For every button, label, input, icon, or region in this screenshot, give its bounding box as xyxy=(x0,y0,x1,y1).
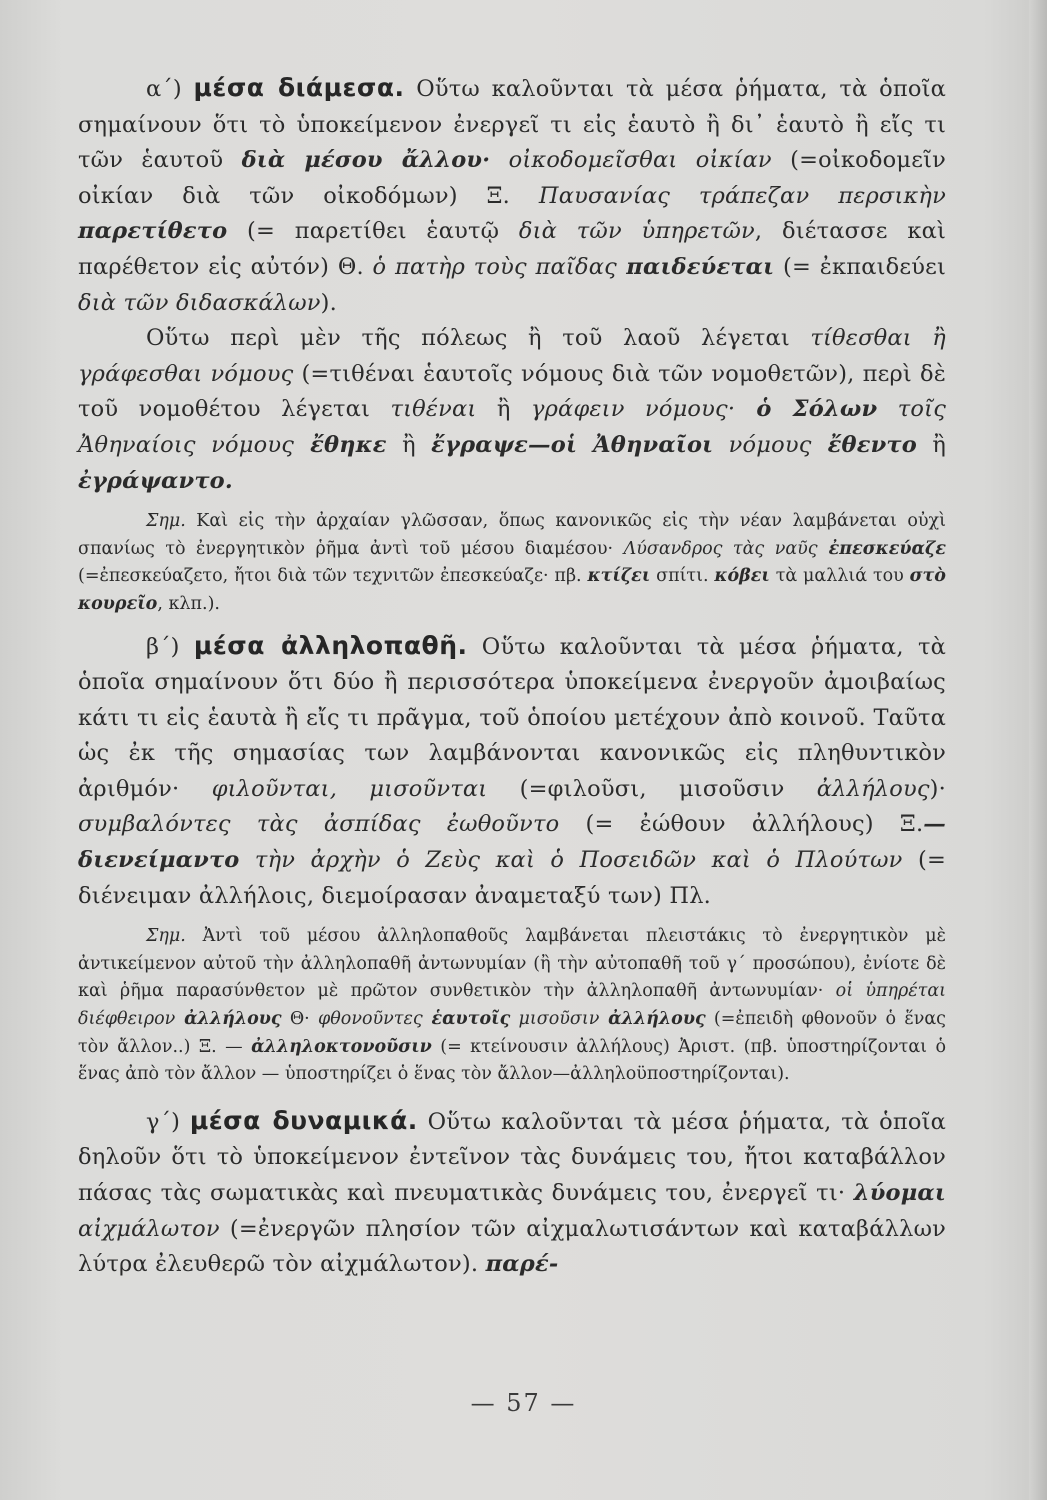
bold-italic-run: —διενείμαντο xyxy=(78,811,946,874)
italic-run: τιθέναι xyxy=(390,396,477,423)
text-run: σπίτι. xyxy=(650,566,715,587)
text-run: Ἀντὶ τοῦ μέσου ἀλληλοπαθοῦς λαμβάνεται πλειστάκις τὸ ἐνεργητικὸν μὲ ἀντικείμενον αὐτοῦ τὴν ἀλληλοπαθῆ ἀντωνυμίαν (ἢ τὴν αὐτοπαθῆ τοῦ γ΄ προσώπου), ἐνίοτε δὲ καὶ ῥῆμα παρασύνθετον μὲ πρῶτον συνθετικὸν τὴν ἀλληλοπαθῆ ἀντωνυμίαν· xyxy=(78,926,946,1002)
bold-italic-run: ἔθεντο xyxy=(811,431,917,458)
bold-italic-run: ἑαυτοῖς xyxy=(422,1009,511,1030)
text-run: (= κτείνουσιν ἀλλήλους) Ἀριστ. (πβ. ὑποστηρίζονται ὁ ἕνας ἀπὸ τὸν ἄλλον — ὑποστηρίζει ὁ ἕνας τὸν ἄλλον—ἀλληλοϋποστηρίζονται). xyxy=(78,1036,946,1085)
text-run: Καὶ εἰς τὴν ἀρχαίαν γλῶσσαν, ὅπως κανονικῶς εἰς τὴν νέαν λαμβάνεται οὐχὶ σπανίως τὸ ἐνεργητικὸν ῥῆμα ἀντὶ τοῦ μέσου διαμέσου· xyxy=(78,511,946,559)
bold-italic-run: κτίζει xyxy=(587,566,651,587)
text-run: Οὕτω καλοῦνται τὰ μέσα ῥήματα, τὰ ὁποῖα σημαίνουν ὅτι τὸ ὑποκείμενον ἐνεργεῖ τι εἰς ἑαυτὸ ἢ δι᾿ ἑαυτὸ ἢ εἴς τι τῶν ἑαυτοῦ xyxy=(78,76,946,174)
text-run: (=ἐπειδὴ φθονοῦν ὁ ἕνας τὸν ἄλλον..) Ξ. — xyxy=(78,1009,946,1057)
italic-run: νόμους xyxy=(713,431,812,458)
bold-italic-run: ἔγραψε—οἱ Ἀθηναῖοι xyxy=(431,431,714,458)
bold-italic-run: ἀλληλοκτονοῦσιν xyxy=(251,1036,432,1057)
bold-italic-run: παιδεύεται xyxy=(616,253,775,280)
italic-run: οἱ ὑπηρέται διέφθειρον xyxy=(78,981,947,1030)
section-b-label: β΄) xyxy=(146,633,180,660)
bold-italic-run: κόβει xyxy=(714,566,770,587)
bold-italic-run: ἀλλήλους xyxy=(599,1009,706,1030)
italic-run: ἀλλήλους xyxy=(816,775,930,802)
italic-run: διὰ τῶν ὑπηρετῶν xyxy=(518,218,755,245)
text-run: (=ἐπεσκεύαζετο, ἤτοι διὰ τῶν τεχνιτῶν ἐπεσκεύαζε· πβ. xyxy=(78,566,588,587)
bold-italic-run: παρέ- xyxy=(485,1251,559,1278)
text-run: (= ἐώθουν ἀλλήλους) Ξ. xyxy=(559,811,924,838)
note-1-label: Σημ. xyxy=(146,511,186,532)
text-run: (=φιλοῦσι, μισοῦσιν xyxy=(487,775,817,802)
text-run: (=τιθέναι ἑαυτοῖς νόμους διὰ τῶν νομοθετῶν), περὶ δὲ τοῦ νομοθέτου λέγεται xyxy=(78,360,946,423)
text-run: Οὕτω καλοῦνται τὰ μέσα ῥήματα, τὰ ὁποῖα δηλοῦν ὅτι τὸ ὑποκείμενον ἐντεῖνον τὰς δυνάμεις του, ἤτοι καταβάλλον πάσας τὰς σωματικὰς καὶ πνευματικὰς δυνάμεις του, ἐνεργεῖ τι· xyxy=(78,1108,946,1206)
italic-run: μισοῦσιν xyxy=(510,1009,600,1030)
italic-run: φιλοῦνται, μισοῦνται xyxy=(211,775,488,802)
text-run: , διέτασσε καὶ παρέθετον εἰς αὐτόν) Θ. xyxy=(78,218,946,280)
section-a-paragraph xyxy=(78,70,946,321)
italic-run: Παυσανίας τράπεζαν περσικὴν xyxy=(538,182,946,209)
italic-run: διὰ τῶν διδασκάλων xyxy=(78,289,321,316)
italic-run: οἰκοδομεῖσθαι οἰκίαν xyxy=(490,147,772,174)
text-run: Οὕτω καλοῦνται τὰ μέσα ῥήματα, τὰ ὁποῖα σημαίνουν ὅτι δύο ἢ περισσότερα ὑποκείμενα ἐνεργοῦν ἀμοιβαίως κάτι τι εἰς ἑαυτὰ ἢ εἴς τι πρᾶγμα, τοῦ ὁποίου μετέχουν ἀπὸ κοινοῦ. Ταῦτα ὡς ἐκ τῆς σημασίας των λαμβάνονται κανονικῶς εἰς πληθυντικὸν ἀριθμόν· xyxy=(78,633,946,802)
text-run: (= διένειμαν ἀλλήλοις, διεμοίρασαν ἀναμεταξύ των) Πλ. xyxy=(78,847,947,909)
note-2-label: Σημ. xyxy=(146,926,186,947)
section-a-heading: μέσα διάμεσα. xyxy=(193,73,405,102)
text-run: ἢ xyxy=(916,431,947,458)
paragraph-laws xyxy=(78,321,946,499)
note-2 xyxy=(78,923,946,1089)
text-run: (= ἐκπαιδεύει xyxy=(774,253,946,280)
section-c-paragraph xyxy=(78,1103,946,1283)
text-run: (=οἰκοδομεῖν οἰκίαν διὰ τῶν οἰκοδόμων) Ξ. xyxy=(78,147,946,209)
section-b-paragraph xyxy=(78,628,946,915)
italic-run: τίθεσθαι ἢ γράφεσθαι νόμους xyxy=(78,325,946,387)
section-b-heading: μέσα ἀλληλοπαθῆ. xyxy=(193,630,468,660)
bold-italic-run: ἀλλήλους xyxy=(175,1009,282,1030)
italic-run: Λύσανδρος τὰς ναῦς xyxy=(623,538,818,559)
bold-italic-run: ἔθηκε xyxy=(294,431,387,458)
page-edge xyxy=(1029,0,1047,1500)
page-number: — 57 — xyxy=(470,1389,577,1417)
text-run: τὰ μαλλιά του xyxy=(769,566,910,587)
page-content xyxy=(78,70,946,1283)
text-run: Οὕτω περὶ μὲν τῆς πόλεως ἢ τοῦ λαοῦ λέγεται xyxy=(146,325,811,352)
text-run: , κλπ.). xyxy=(157,593,220,614)
text-run: ἢ xyxy=(386,431,432,458)
text-run: (=ἐνεργῶν πλησίον τῶν αἰχμαλωτισάντων καὶ καταβάλλων λύτρα ἐλευθερῶ τὸν αἰχμάλωτον). xyxy=(78,1215,946,1278)
text-run: ἢ xyxy=(476,396,531,423)
bold-italic-run: ἐγράψαντο. xyxy=(78,467,233,494)
italic-run: γράφειν νόμους· xyxy=(530,396,736,423)
bold-italic-run: στὸ κουρεῖο xyxy=(78,566,946,614)
bold-italic-run: διὰ μέσου ἄλλου· xyxy=(241,147,491,174)
italic-run: τοῖς Ἀθηναίοις νόμους xyxy=(78,396,946,458)
italic-run: φθονοῦντες xyxy=(318,1009,423,1030)
bold-italic-run: ὁ Σόλων xyxy=(735,396,878,423)
bold-italic-run: ἐπεσκεύαζε xyxy=(817,538,946,559)
italic-run: τὴν ἀρχὴν ὁ Ζεὺς καὶ ὁ Ποσειδῶν καὶ ὁ Πλούτων xyxy=(239,847,903,874)
bold-italic-run: λύομαι xyxy=(853,1180,946,1206)
text-run: ). xyxy=(320,289,337,316)
italic-run: ὁ πατὴρ τοὺς παῖδας xyxy=(372,253,617,280)
section-c-heading: μέσα δυναμικά. xyxy=(189,1105,418,1135)
bold-italic-run: παρετίθετο xyxy=(78,218,228,245)
text-run: (= παρετίθει ἑαυτῷ xyxy=(227,218,519,245)
section-a-label: α΄) xyxy=(146,76,182,102)
note-1 xyxy=(78,508,946,618)
text-run: Θ· xyxy=(281,1009,318,1030)
italic-run: συμβαλόντες τὰς ἀσπίδας ἐωθοῦντο xyxy=(78,811,560,838)
text-run: )· xyxy=(929,775,946,802)
section-c-label: γ΄) xyxy=(146,1108,181,1135)
italic-run: αἰχμάλωτον xyxy=(78,1215,220,1242)
